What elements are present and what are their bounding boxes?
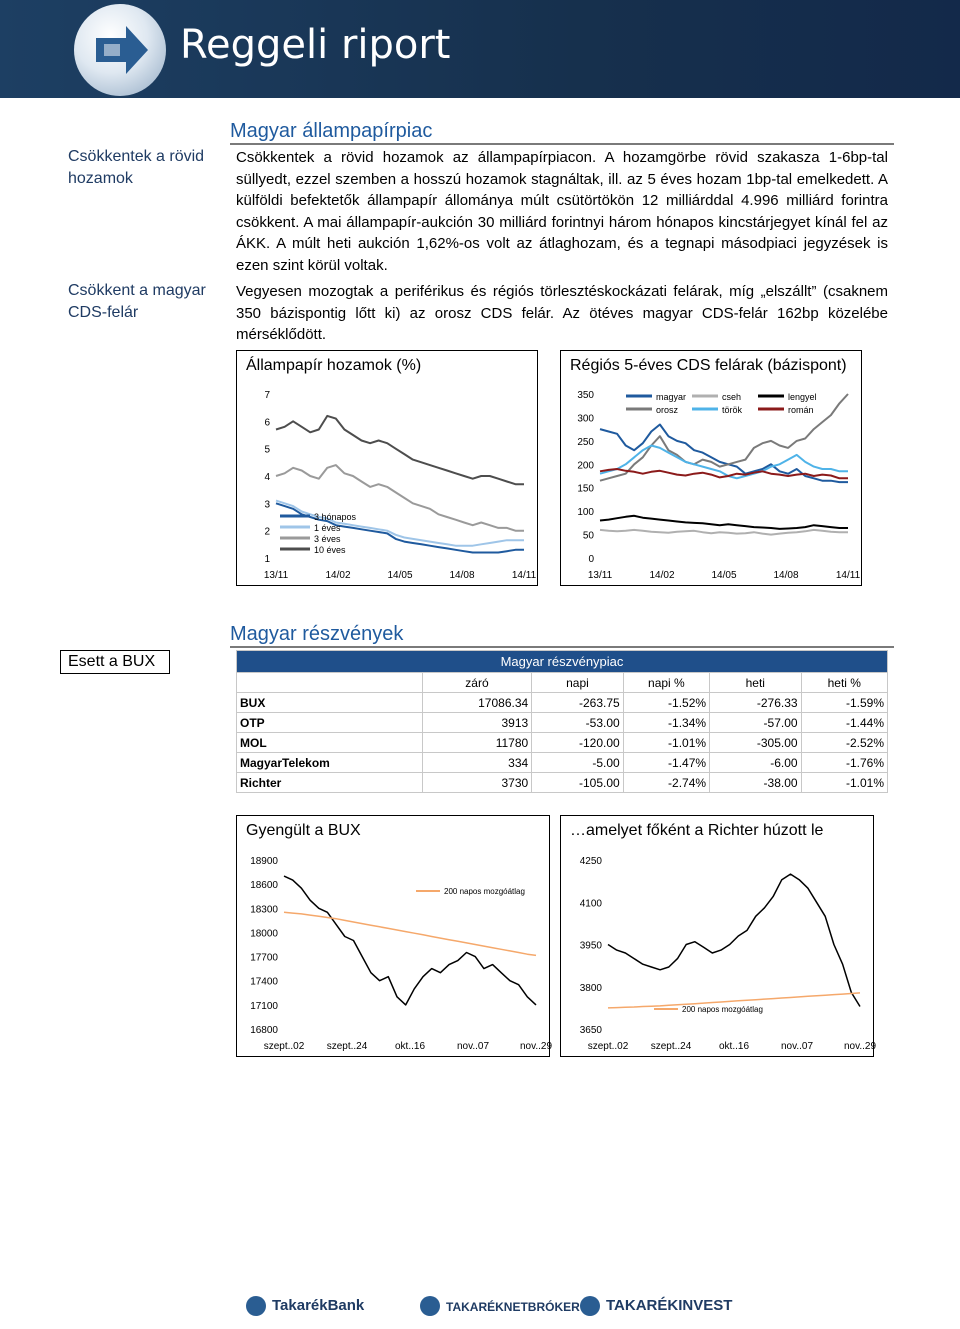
y-tick-label: 250: [577, 436, 594, 448]
table-cell-name: BUX: [237, 693, 423, 713]
y-tick-label: 2: [264, 526, 270, 538]
table-row: [237, 693, 888, 713]
x-tick-label: szept..02: [587, 1041, 629, 1052]
table-cell-name: MagyarTelekom: [237, 753, 423, 773]
x-tick-label: szept..24: [326, 1041, 368, 1052]
arrow-logo-icon: [74, 4, 166, 96]
legend-label: 3 éves: [314, 534, 341, 544]
table-row: [237, 733, 888, 753]
table-cell: 334: [422, 753, 531, 773]
y-tick-label: 16800: [250, 1025, 278, 1036]
table-cell: 3730: [422, 773, 531, 793]
table-cell: -1.52%: [623, 693, 709, 713]
x-tick-label: nov..07: [780, 1041, 814, 1052]
chart-richter-title: …amelyet főként a Richter húzott le: [570, 822, 824, 839]
legend-label: magyar: [656, 392, 687, 402]
y-tick-label: 100: [577, 507, 594, 519]
table-cell: 17086.34: [422, 693, 531, 713]
y-tick-label: 5: [264, 444, 270, 456]
series-line: [276, 416, 524, 484]
x-tick-label: nov..07: [456, 1041, 490, 1052]
legend-label: 3 hónapos: [314, 512, 357, 522]
y-tick-label: 18600: [250, 880, 278, 892]
y-tick-label: 350: [577, 390, 594, 401]
x-tick-label: szept..02: [263, 1041, 305, 1052]
table-cell: -1.01%: [801, 773, 887, 793]
invest-logo-icon: [580, 1296, 600, 1316]
y-tick-label: 3650: [579, 1025, 602, 1036]
table-cell-name: OTP: [237, 713, 423, 733]
x-tick-label: 13/11: [263, 570, 289, 581]
table-header-empty: [237, 673, 423, 693]
x-tick-label: 14/08: [773, 570, 799, 581]
takarekbank-logo-icon: [246, 1296, 266, 1316]
section-divider: [230, 646, 894, 648]
series-line: [600, 516, 848, 529]
y-tick-label: 150: [577, 483, 594, 495]
table-cell: -38.00: [710, 773, 802, 793]
y-tick-label: 3950: [579, 940, 602, 952]
legend-label: cseh: [722, 392, 742, 402]
table-cell: -57.00: [710, 713, 802, 733]
legend-label: orosz: [656, 405, 679, 415]
y-tick-label: 17100: [250, 1000, 278, 1012]
table-cell-name: Richter: [237, 773, 423, 793]
y-tick-label: 50: [582, 530, 594, 542]
y-tick-label: 6: [264, 417, 270, 429]
x-tick-label: nov..29: [519, 1041, 553, 1052]
series-line: [600, 530, 848, 535]
table-cell: -5.00: [532, 753, 624, 773]
table-row: [237, 713, 888, 733]
legend-label: lengyel: [788, 392, 817, 402]
y-tick-label: 300: [577, 413, 594, 425]
legend-label: 10 éves: [314, 545, 346, 555]
series-line: [284, 912, 536, 955]
x-tick-label: okt..16: [718, 1041, 750, 1052]
table-header-cell: záró: [422, 673, 531, 693]
x-tick-label: okt..16: [394, 1041, 426, 1052]
y-tick-label: 17700: [250, 952, 278, 964]
chart-bux: [236, 846, 553, 1053]
table-cell: -1.44%: [801, 713, 887, 733]
legend-label: 1 éves: [314, 523, 341, 533]
paragraph-cds: Vegyesen mozogtak a periférikus és régiós törlesztéskockázati felárak, míg „elszállt” (csaknem 350 bázispontig lőtt ki) az orosz CDS felár. Az ötéves magyar CDS-felár 162bp közelébe mérséklődött.: [236, 283, 888, 343]
table-row: [237, 773, 888, 793]
chart-bux-title: Gyengült a BUX: [246, 822, 361, 839]
chart-yields: [236, 380, 536, 582]
table-cell: -6.00: [710, 753, 802, 773]
x-tick-label: 14/02: [649, 570, 675, 581]
y-tick-label: 4: [264, 472, 270, 483]
table-header-cell: heti %: [801, 673, 887, 693]
report-title: Reggeli riport: [180, 22, 451, 68]
table-cell-name: MOL: [237, 733, 423, 753]
side-note-cds: Csökkent a magyar CDS-felár: [68, 282, 206, 321]
paragraph-bonds: Csökkentek a rövid hozamok az állampapírpiacon. A hozamgörbe rövid szakasza 1-6bp-tal süllyedt, ezzel szemben a hosszú hozamok stagnáltak, ill. az 5 éves hozam 1bp-tal emelkedett. A külföldi befektetők állampapír állománya múlt csütörtökön 12 milliárddal 4.996 milliárd forintra csökkent. A mai állampapír-aukción 30 milliárd forintnyi három hónapos kincstárjegyet kínál fel az ÁKK. A múlt heti aukción 1,62%-os volt az átlaghozam, és a tegnapi másodpiaci jegyzések is ezen szint körül voltak.: [236, 149, 888, 274]
footer-brand-netbroker: TAKARÉKNETBRÓKER: [446, 1300, 580, 1314]
x-tick-label: 14/02: [325, 570, 351, 581]
y-tick-label: 200: [577, 460, 594, 472]
table-cell: -1.34%: [623, 713, 709, 733]
stock-table-header-row: [237, 673, 888, 693]
table-cell: -1.47%: [623, 753, 709, 773]
table-cell: -1.76%: [801, 753, 887, 773]
y-tick-label: 18300: [250, 904, 278, 916]
table-cell: -53.00: [532, 713, 624, 733]
table-cell: -120.00: [532, 733, 624, 753]
table-cell: -276.33: [710, 693, 802, 713]
section-title-bonds: Magyar állampapírpiac: [230, 120, 433, 142]
table-header-cell: napi: [532, 673, 624, 693]
table-header-cell: napi %: [623, 673, 709, 693]
side-note-bux-box: [60, 650, 170, 674]
x-tick-label: 14/11: [835, 570, 861, 581]
table-header-cell: heti: [710, 673, 802, 693]
y-tick-label: 18000: [250, 928, 278, 940]
x-tick-label: 14/05: [387, 570, 413, 581]
x-tick-label: 14/05: [711, 570, 737, 581]
legend-label: 200 napos mozgóátlag: [444, 887, 525, 896]
section-divider: [230, 143, 894, 145]
stock-table: [236, 650, 888, 793]
legend-label: román: [788, 405, 814, 415]
y-tick-label: 3800: [579, 982, 602, 994]
x-tick-label: szept..24: [650, 1041, 692, 1052]
x-tick-label: nov..29: [843, 1041, 877, 1052]
chart-richter: [560, 846, 877, 1053]
table-cell: 11780: [422, 733, 531, 753]
legend-label: török: [722, 405, 743, 415]
y-tick-label: 1: [264, 554, 270, 565]
y-tick-label: 17400: [250, 976, 278, 988]
table-row: [237, 753, 888, 773]
x-tick-label: 13/11: [587, 570, 613, 581]
table-cell: -1.01%: [623, 733, 709, 753]
footer-brand-invest: TAKARÉKINVEST: [606, 1297, 733, 1314]
table-cell: -1.59%: [801, 693, 887, 713]
legend-label: 200 napos mozgóátlag: [682, 1005, 763, 1014]
table-cell: -263.75: [532, 693, 624, 713]
table-cell: -305.00: [710, 733, 802, 753]
side-note-bux: Esett a BUX: [68, 653, 156, 670]
y-tick-label: 7: [264, 390, 270, 401]
table-cell: -105.00: [532, 773, 624, 793]
footer-brand-bank: TakarékBank: [272, 1297, 365, 1314]
netbroker-logo-icon: [420, 1296, 440, 1316]
chart-cds: [560, 380, 860, 582]
section-title-stocks: Magyar részvények: [230, 623, 404, 645]
chart-yields-title: Állampapír hozamok (%): [246, 357, 422, 374]
chart-cds-title: Régiós 5-éves CDS felárak (bázispont): [570, 357, 847, 374]
y-tick-label: 0: [588, 554, 594, 565]
y-tick-label: 4250: [579, 856, 602, 867]
side-note-yields: Csökkentek a rövid hozamok: [68, 148, 205, 187]
table-cell: -2.52%: [801, 733, 887, 753]
y-tick-label: 3: [264, 499, 270, 511]
series-line: [608, 874, 860, 1006]
y-tick-label: 18900: [250, 856, 278, 867]
x-tick-label: 14/11: [511, 570, 537, 581]
table-cell: -2.74%: [623, 773, 709, 793]
stock-table-title: Magyar részvénypiac: [237, 651, 888, 673]
x-tick-label: 14/08: [449, 570, 475, 581]
table-cell: 3913: [422, 713, 531, 733]
y-tick-label: 4100: [579, 898, 602, 910]
